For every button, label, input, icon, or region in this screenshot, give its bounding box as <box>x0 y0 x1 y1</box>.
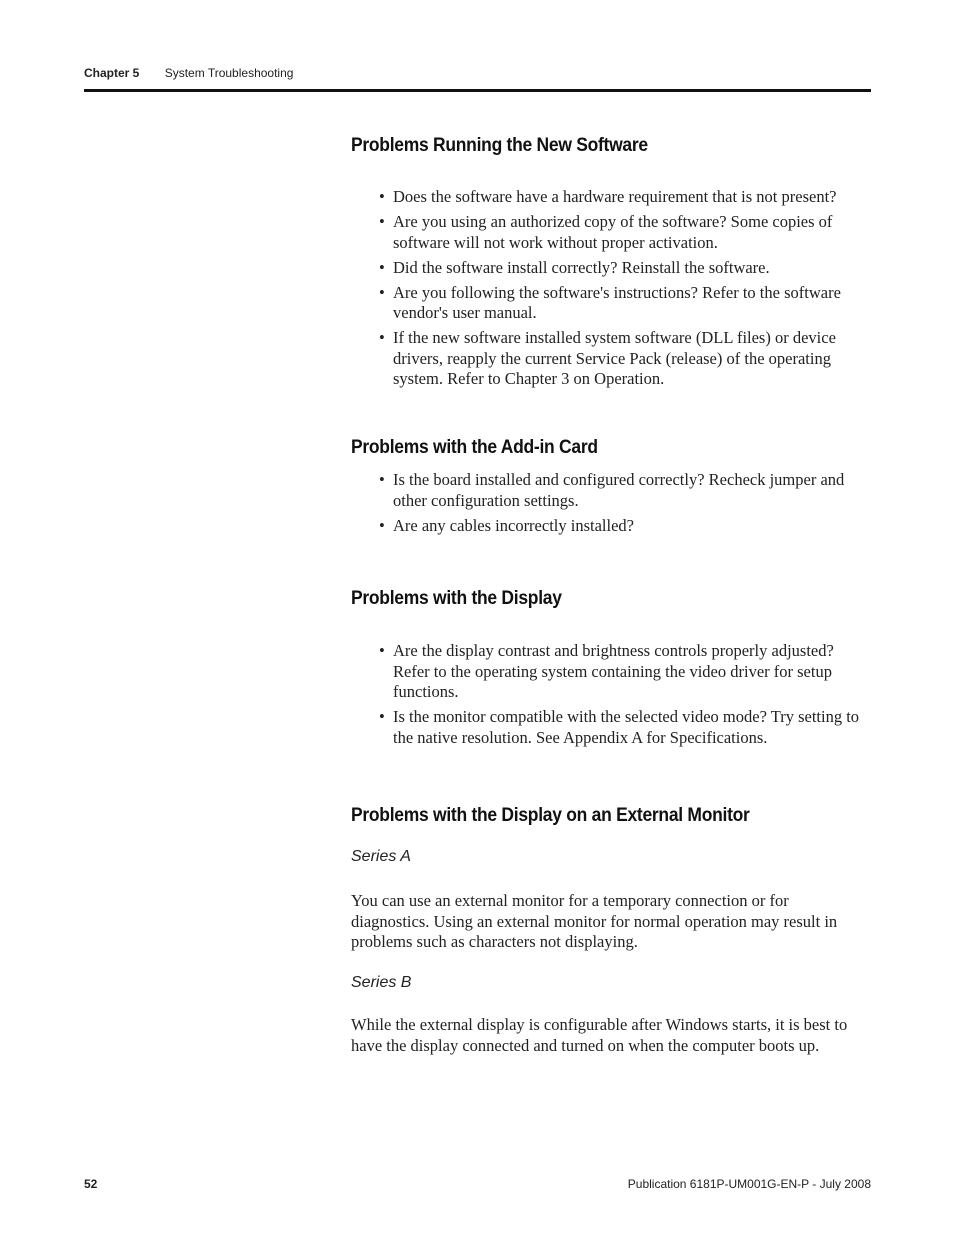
header-rule <box>84 89 871 92</box>
publication-info: Publication 6181P-UM001G-EN-P - July 2008 <box>627 1177 871 1191</box>
chapter-title: System Troubleshooting <box>164 66 294 80</box>
list-item: • Is the monitor compatible with the selected video mode? Try setting to the native resolution. See Appendix A for Specifications. <box>379 707 871 748</box>
heading-addin-card: Problems with the Add-in Card <box>351 437 598 458</box>
list-item: • Did the software install correctly? Reinstall the software. <box>379 258 871 279</box>
heading-software: Problems Running the New Software <box>351 135 648 156</box>
series-a-label: Series A <box>351 848 411 865</box>
running-header <box>84 66 293 80</box>
list-item: • Are any cables incorrectly installed? <box>379 516 871 537</box>
list-item: • If the new software installed system software (DLL files) or device drivers, reapply the current Service Pack (release) of the operating system. Refer to Chapter 3 on Operation. <box>379 328 871 390</box>
chapter-label: Chapter 5 <box>84 66 140 80</box>
series-a-text: You can use an external monitor for a temporary connection or for diagnostics. Using an external monitor for normal operation may result in problems such as characters not displaying. <box>351 891 838 951</box>
list-item: • Is the board installed and configured correctly? Recheck jumper and other configuration settings. <box>379 470 871 511</box>
software-list <box>379 187 871 394</box>
list-item: • Are the display contrast and brightness controls properly adjusted? Refer to the operating system containing the video driver for setup functions. <box>379 641 871 703</box>
heading-display: Problems with the Display <box>351 588 562 609</box>
page-number: 52 <box>84 1177 98 1191</box>
list-item: • Are you following the software's instructions? Refer to the software vendor's user manual. <box>379 283 871 324</box>
series-b-label: Series B <box>351 974 412 991</box>
heading-external-monitor: Problems with the Display on an External Monitor <box>351 805 750 826</box>
display-list <box>379 641 871 753</box>
series-b-text: While the external display is configurable after Windows starts, it is best to have the display connected and turned on when the computer boots up. <box>351 1015 848 1055</box>
list-item: • Are you using an authorized copy of the software? Some copies of software will not work without proper activation. <box>379 212 871 253</box>
list-item: • Does the software have a hardware requirement that is not present? <box>379 187 871 208</box>
addin-list <box>379 470 871 541</box>
